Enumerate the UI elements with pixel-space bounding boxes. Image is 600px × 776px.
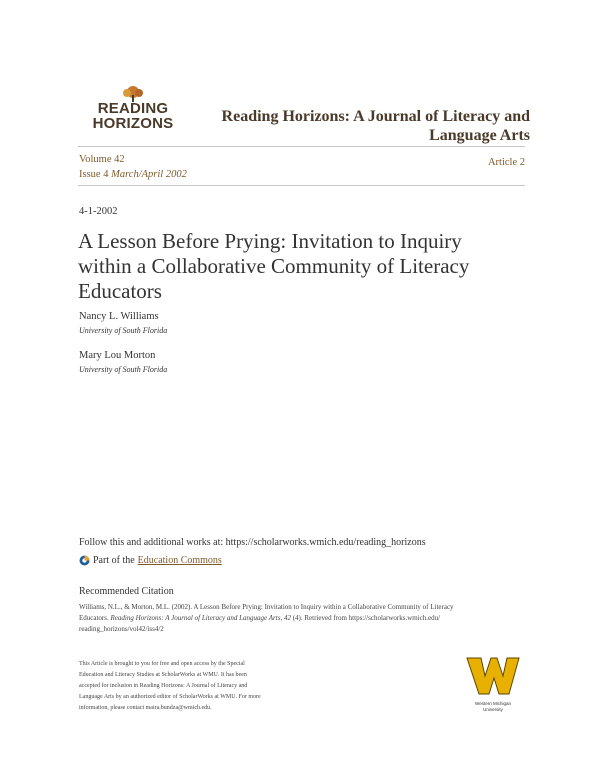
- citation-line-3[interactable]: reading_horizons/vol42/iss4/2: [79, 625, 164, 633]
- issue-date: March/April 2002: [111, 169, 187, 180]
- notice-line: accepted for inclusion in Reading Horizons: A Journal of Literacy and: [79, 683, 248, 689]
- commons-network-icon: [79, 555, 90, 566]
- notice-line: Language Arts by an authorized editor of ScholarWorks at WMU. For more: [79, 694, 261, 700]
- wmu-line-1: Western Michigan: [475, 701, 511, 706]
- recommended-citation-heading: Recommended Citation: [79, 586, 174, 597]
- citation-journal: Reading Horizons: A Journal of Literacy and Language Arts, 42: [110, 614, 291, 622]
- volume-label[interactable]: Volume 42: [79, 154, 125, 165]
- author-name: Nancy L. Williams: [79, 311, 159, 322]
- author-affiliation: University of South Florida: [79, 365, 168, 374]
- recommended-citation-text: [79, 602, 524, 635]
- follow-url-link[interactable]: https://scholarworks.wmich.edu/reading_horizons: [225, 537, 426, 548]
- notice-line: This Article is brought to you for free and open access by the Special: [79, 661, 245, 667]
- follow-line: [79, 537, 426, 548]
- wmu-line-2: University: [483, 707, 503, 712]
- article-number: Article 2: [487, 157, 525, 168]
- header-divider-bottom: [78, 185, 525, 186]
- education-commons-link[interactable]: Education Commons: [137, 555, 222, 566]
- volume-issue: [79, 152, 187, 182]
- journal-title[interactable]: Reading Horizons: A Journal of Literacy and Language Arts: [221, 108, 530, 144]
- notice-line: Education and Literacy Studies at ScholarWorks at WMU. It has been: [79, 672, 247, 678]
- author-name: Mary Lou Morton: [79, 350, 156, 361]
- part-of-prefix: Part of the: [93, 555, 135, 566]
- wmu-logo[interactable]: [463, 656, 523, 714]
- part-of-line: [79, 555, 222, 566]
- logo-line-1: READING: [97, 100, 169, 117]
- access-notice: [79, 659, 309, 714]
- citation-line-2: Educators. Reading Horizons: A Journal of Literacy and Language Arts, 42 (4). Retrieved from https://scholarworks.wmich.edu/: [79, 614, 441, 622]
- logo-line-2: HORIZONS: [92, 115, 174, 132]
- issue-label[interactable]: Issue 4: [79, 169, 109, 180]
- paper-title: A Lesson Before Prying: Invitation to Inquiry within a Collaborative Community of Literacy Educators: [78, 229, 470, 303]
- citation-line-1: Williams, N.L., & Morton, M.L. (2002). A Lesson Before Prying: Invitation to Inquiry within a Collaborative Community of Literacy: [79, 603, 454, 611]
- header-divider: [78, 146, 525, 147]
- citation-url-link[interactable]: (4). Retrieved from https://scholarworks.wmich.edu/: [292, 614, 441, 622]
- notice-line[interactable]: information, please contact maira.bundza@wmich.edu.: [79, 705, 212, 711]
- follow-prefix: Follow this and additional works at:: [79, 537, 224, 548]
- wmu-w-icon: [463, 656, 523, 700]
- publication-date: 4-1-2002: [79, 206, 118, 217]
- author-affiliation: University of South Florida: [79, 326, 168, 335]
- reading-horizons-logo[interactable]: [78, 86, 188, 136]
